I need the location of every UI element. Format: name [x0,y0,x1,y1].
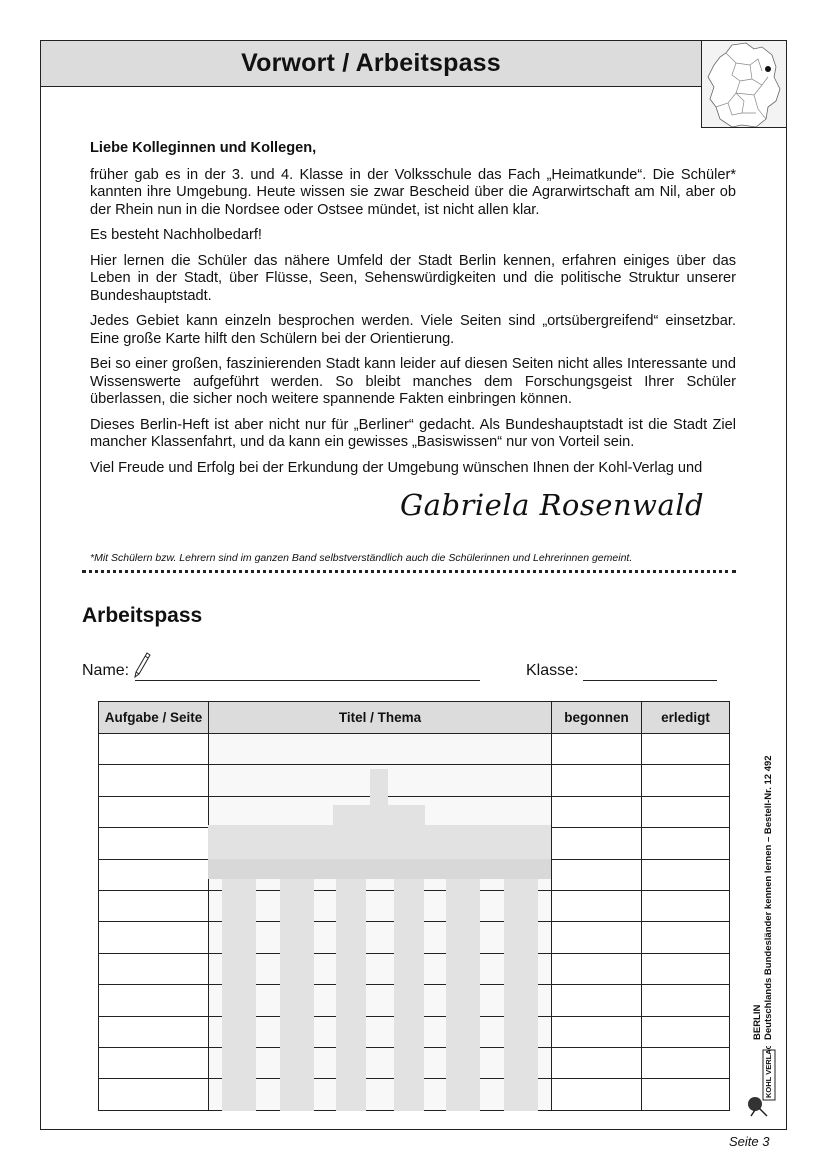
arbeitspass-title: Arbeitspass [82,604,203,627]
cell-erledigt[interactable] [642,1079,730,1111]
cell-aufgabe[interactable] [99,859,209,890]
cell-aufgabe[interactable] [99,1079,209,1111]
cell-titel[interactable] [209,734,552,765]
cell-begonnen[interactable] [552,1048,642,1079]
cell-aufgabe[interactable] [99,765,209,796]
cell-begonnen[interactable] [552,734,642,765]
cell-aufgabe[interactable] [99,1016,209,1047]
letter-paragraph: Hier lernen die Schüler das nähere Umfeld der Stadt Berlin kennen, erfahren einiges über das Leben in der Stadt, über Flüsse, Seen, Sehenswürdigkeiten und die politische Struktur unserer Bundeshauptstadt. [90,252,736,304]
cell-titel[interactable] [209,922,552,953]
cell-erledigt[interactable] [642,765,730,796]
footnote: *Mit Schülern bzw. Lehrern sind im ganzen Band selbstverständlich auch die Schülerinnen und Lehrerinnen gemeint. [90,552,633,564]
cell-erledigt[interactable] [642,922,730,953]
letter-paragraph: Es besteht Nachholbedarf! [90,227,262,243]
table-row [99,859,730,890]
cell-erledigt[interactable] [642,1048,730,1079]
cell-aufgabe[interactable] [99,922,209,953]
column-header-begonnen: begonnen [552,702,642,734]
cell-erledigt[interactable] [642,891,730,922]
cell-erledigt[interactable] [642,796,730,827]
name-label: Name: [82,662,130,679]
letter-paragraph: Viel Freude und Erfolg bei der Erkundung der Umgebung wünschen Ihnen der Kohl-Verlag und [90,459,703,476]
page-number: Seite 3 [729,1134,770,1149]
letter-paragraph: früher gab es in der 3. und 4. Klasse in der Volksschule das Fach „Heimatkunde“. Die Schüler* kannten ihre Umgebung. Heute wissen sie zwar Bescheid über die Agrarwirtschaft am Nil, aber ob der Rhein nun in die Nordsee oder Ostsee mündet, ist nicht allen klar. [90,166,736,218]
column-header-aufgabe: Aufgabe / Seite [99,702,209,734]
cell-begonnen[interactable] [552,1079,642,1111]
publisher-name: KOHL VERLAG [764,1046,773,1098]
table-row [99,891,730,922]
cell-begonnen[interactable] [552,828,642,859]
cell-begonnen[interactable] [552,985,642,1016]
letter-paragraph: Dieses Berlin-Heft ist aber nicht nur für „Berliner“ gedacht. Als Bundeshauptstadt ist die Stadt Ziel mancher Klassenfahrt, und da kann ein gewisses „Basiswissen“ nur von Vorteil sein. [90,416,736,450]
germany-map-icon [701,40,787,128]
cell-aufgabe[interactable] [99,734,209,765]
sidebar-line-1: BERLIN [752,1004,763,1040]
klasse-label: Klasse: [526,662,579,679]
cell-begonnen[interactable] [552,953,642,984]
name-field[interactable] [135,680,480,681]
cell-titel[interactable] [209,796,552,827]
table-row [99,796,730,827]
author-signature: Gabriela Rosenwald [400,488,705,522]
sidebar-series-text [752,755,774,1040]
cell-erledigt[interactable] [642,953,730,984]
table-row [99,953,730,984]
cell-begonnen[interactable] [552,859,642,890]
cell-begonnen[interactable] [552,765,642,796]
letter-greeting: Liebe Kolleginnen und Kollegen, [90,140,317,156]
cell-aufgabe[interactable] [99,828,209,859]
table-row [99,765,730,796]
cell-erledigt[interactable] [642,828,730,859]
sidebar-line-2: Deutschlands Bundesländer kennen lernen – Bestell-Nr. 12 492 [763,755,774,1040]
table-row [99,828,730,859]
cell-erledigt[interactable] [642,1016,730,1047]
table-row [99,985,730,1016]
table-row [99,734,730,765]
letter-body [90,140,736,485]
cell-begonnen[interactable] [552,891,642,922]
column-header-erledigt: erledigt [642,702,730,734]
cell-titel[interactable] [209,859,552,890]
cell-erledigt[interactable] [642,859,730,890]
cell-aufgabe[interactable] [99,796,209,827]
cell-titel[interactable] [209,828,552,859]
cell-aufgabe[interactable] [99,1048,209,1079]
dotted-divider [82,570,736,573]
table-row [99,922,730,953]
cell-begonnen[interactable] [552,796,642,827]
cell-titel[interactable] [209,1079,552,1111]
cell-titel[interactable] [209,1048,552,1079]
cell-begonnen[interactable] [552,1016,642,1047]
cell-titel[interactable] [209,953,552,984]
kohl-verlag-logo [745,1046,777,1118]
table-row [99,1016,730,1047]
column-header-titel: Titel / Thema [209,702,552,734]
cell-aufgabe[interactable] [99,953,209,984]
arbeitspass-table [98,701,729,1111]
cell-begonnen[interactable] [552,922,642,953]
table-row [99,1048,730,1079]
cell-titel[interactable] [209,985,552,1016]
cell-aufgabe[interactable] [99,985,209,1016]
table-row [99,1079,730,1111]
klasse-field[interactable] [583,680,717,681]
cell-titel[interactable] [209,765,552,796]
page-title: Vorwort / Arbeitspass [40,40,702,87]
cell-erledigt[interactable] [642,734,730,765]
cell-aufgabe[interactable] [99,891,209,922]
cell-erledigt[interactable] [642,985,730,1016]
table-header-row [99,702,730,734]
cell-titel[interactable] [209,891,552,922]
letter-paragraph: Jedes Gebiet kann einzeln besprochen werden. Viele Seiten sind „ortsübergreifend“ einsetzbar. Eine große Karte hilft den Schülern bei der Orientierung. [90,313,736,347]
cell-titel[interactable] [209,1016,552,1047]
letter-paragraph: Bei so einer großen, faszinierenden Stadt kann leider auf diesen Seiten nicht alles Interessante und Wissenswerte aufgeführt werden. So bleibt manches dem Forschungsgeist Ihrer Schüler überlassen, die sicher noch weitere spannende Fakten einbringen können. [90,356,736,407]
